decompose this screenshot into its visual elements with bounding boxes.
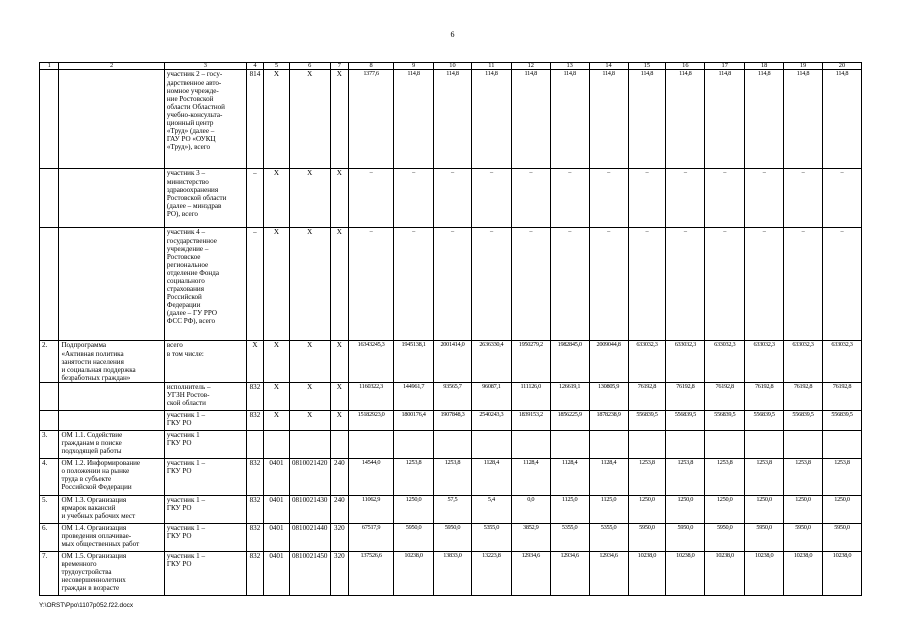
table-cell: – <box>784 169 823 228</box>
table-cell: – <box>705 228 745 341</box>
table-row <box>40 382 862 410</box>
table-cell: 1253,8 <box>784 458 823 495</box>
table-cell: 114,8 <box>745 70 784 169</box>
table-cell: ОМ 1.4. Организация проведения оплачивае- мых общественных работ <box>59 523 164 551</box>
table-cell: 320 <box>330 551 348 595</box>
header-cell: 16 <box>666 63 705 70</box>
table-cell: 2009044,8 <box>589 341 628 382</box>
table-cell <box>628 430 666 458</box>
table-cell: 76192,8 <box>628 382 666 410</box>
table-cell: 93565,7 <box>434 382 472 410</box>
table-cell: 12934,6 <box>550 551 589 595</box>
table-cell: – <box>394 228 434 341</box>
table-cell: Х <box>289 228 330 341</box>
table-cell: 240 <box>330 458 348 495</box>
table-cell: – <box>705 169 745 228</box>
table-cell: 14544,0 <box>349 458 394 495</box>
table-cell: 114,8 <box>434 70 472 169</box>
table-cell <box>705 430 745 458</box>
header-cell: 8 <box>349 63 394 70</box>
header-cell: 18 <box>745 63 784 70</box>
table-cell: 5950,0 <box>745 523 784 551</box>
table-cell: 111126,0 <box>511 382 550 410</box>
table-row <box>40 341 862 382</box>
table-cell: 5950,0 <box>822 523 861 551</box>
table-cell: участник 2 – госу- дарственное авто- номное учрежде- ние Ростовской области Областной учебно-консульта- ционный центр «Труд» (далее – ГАУ РО «ОУКЦ «Труд»), всего <box>164 70 246 169</box>
header-cell: 17 <box>705 63 745 70</box>
table-cell: 1377,6 <box>349 70 394 169</box>
table-cell: 1982845,0 <box>550 341 589 382</box>
header-cell: 2 <box>59 63 164 70</box>
table-row <box>40 228 862 341</box>
table-cell: ОМ 1.2. Информирование о положении на рынке труда в субъекте Российской Федерации <box>59 458 164 495</box>
table-cell: 114,8 <box>589 70 628 169</box>
table-cell <box>330 430 348 458</box>
table-cell: 633032,3 <box>628 341 666 382</box>
table-cell <box>40 169 59 228</box>
table-cell: – <box>628 228 666 341</box>
table-cell: 15182923,0 <box>349 410 394 430</box>
table-cell: 814 <box>246 70 263 169</box>
table-cell: ОМ 1.1. Содействие гражданам в поиске подходящей работы <box>59 430 164 458</box>
table-cell: – <box>246 228 263 341</box>
table-cell: 1125,0 <box>550 495 589 523</box>
table-cell: Подпрограмма «Активная политика занятости населения и социальная поддержка безработных граждан» <box>59 341 164 382</box>
table-cell: Х <box>264 70 290 169</box>
header-cell: 12 <box>511 63 550 70</box>
table-cell: участник 1 – ГКУ РО <box>164 551 246 595</box>
table-cell: всего в том числе: <box>164 341 246 382</box>
table-cell <box>40 410 59 430</box>
table-cell: 5355,0 <box>550 523 589 551</box>
table-cell: 1253,8 <box>822 458 861 495</box>
table-cell: 10238,0 <box>628 551 666 595</box>
table-cell: 10238,0 <box>745 551 784 595</box>
table-cell: 5. <box>40 495 59 523</box>
table-cell: Х <box>330 70 348 169</box>
table-cell: – <box>471 228 511 341</box>
table-cell: 114,8 <box>784 70 823 169</box>
table-cell: 832 <box>246 410 263 430</box>
table-cell <box>822 430 861 458</box>
table-cell: 0810021440 <box>289 523 330 551</box>
header-cell: 7 <box>330 63 348 70</box>
header-cell: 5 <box>264 63 290 70</box>
table-cell: 3. <box>40 430 59 458</box>
file-path-footer: Y:\ORST\Ppo\1107p052.f22.docx <box>39 602 134 609</box>
table-cell: 1250,0 <box>745 495 784 523</box>
table-cell: 1125,0 <box>589 495 628 523</box>
table-cell: – <box>784 228 823 341</box>
table-cell: 320 <box>330 523 348 551</box>
header-row <box>40 63 862 70</box>
table-cell: 114,8 <box>822 70 861 169</box>
table-cell: – <box>511 228 550 341</box>
table-cell: 556839,5 <box>784 410 823 430</box>
table-cell <box>40 382 59 410</box>
table-cell <box>59 382 164 410</box>
table-cell: – <box>550 169 589 228</box>
table-cell: 5950,0 <box>666 523 705 551</box>
table-cell: 57,5 <box>434 495 472 523</box>
table-cell: Х <box>246 341 263 382</box>
table-cell: – <box>434 228 472 341</box>
table-cell: 633032,3 <box>666 341 705 382</box>
table-cell: 1253,8 <box>628 458 666 495</box>
table-cell: – <box>550 228 589 341</box>
table-row <box>40 551 862 595</box>
table-cell: 5355,0 <box>471 523 511 551</box>
table-cell: 114,8 <box>705 70 745 169</box>
table-cell: 5355,0 <box>589 523 628 551</box>
table-cell: – <box>394 169 434 228</box>
table-cell: 1250,0 <box>394 495 434 523</box>
table-cell <box>246 430 263 458</box>
table-cell: 114,8 <box>666 70 705 169</box>
header-cell: 19 <box>784 63 823 70</box>
table-cell <box>394 430 434 458</box>
table-cell: 0810021430 <box>289 495 330 523</box>
table-cell: Х <box>264 410 290 430</box>
table-cell: – <box>666 228 705 341</box>
table-cell: 126619,1 <box>550 382 589 410</box>
table-cell: 76192,8 <box>666 382 705 410</box>
table-cell <box>349 430 394 458</box>
table-cell: Х <box>330 341 348 382</box>
table-cell: 10238,0 <box>666 551 705 595</box>
budget-table <box>39 62 862 596</box>
table-cell: 1128,4 <box>550 458 589 495</box>
table-cell: 4. <box>40 458 59 495</box>
table-cell: 10238,0 <box>394 551 434 595</box>
table-cell <box>289 430 330 458</box>
table-row <box>40 495 862 523</box>
table-cell <box>59 70 164 169</box>
table-cell: Х <box>289 341 330 382</box>
table-cell: – <box>589 228 628 341</box>
table-cell: 1950279,2 <box>511 341 550 382</box>
table-cell: 5950,0 <box>705 523 745 551</box>
table-cell: 0810021450 <box>289 551 330 595</box>
table-cell: 76192,8 <box>822 382 861 410</box>
table-cell: 633032,3 <box>705 341 745 382</box>
header-cell: 13 <box>550 63 589 70</box>
header-cell: 20 <box>822 63 861 70</box>
table-cell: 1250,0 <box>666 495 705 523</box>
table-cell: 1945138,1 <box>394 341 434 382</box>
table-row <box>40 169 862 228</box>
table-cell: 0,0 <box>511 495 550 523</box>
table-cell: 1128,4 <box>589 458 628 495</box>
table-cell: – <box>471 169 511 228</box>
table-cell: Х <box>264 382 290 410</box>
table-cell: 1907848,3 <box>434 410 472 430</box>
table-cell: 633032,3 <box>822 341 861 382</box>
table-cell: участник 1 – ГКУ РО <box>164 523 246 551</box>
table-cell: 5950,0 <box>628 523 666 551</box>
table-cell: 137526,6 <box>349 551 394 595</box>
table-cell: 16343245,3 <box>349 341 394 382</box>
table-cell: 0401 <box>264 523 290 551</box>
table-cell: 1128,4 <box>471 458 511 495</box>
table-cell: участник 3 – министерство здравоохранения Ростовской области (далее – минздрав РО), всего <box>164 169 246 228</box>
table-cell: 832 <box>246 382 263 410</box>
table-cell: 114,8 <box>511 70 550 169</box>
table-cell: – <box>349 228 394 341</box>
table-cell: 2. <box>40 341 59 382</box>
table-cell: 633032,3 <box>745 341 784 382</box>
table-cell: 1800176,4 <box>394 410 434 430</box>
table-cell: 0401 <box>264 551 290 595</box>
table-cell: – <box>822 228 861 341</box>
table-cell: 76192,8 <box>784 382 823 410</box>
table-cell: – <box>246 169 263 228</box>
table-cell: 1856225,9 <box>550 410 589 430</box>
table-cell <box>264 430 290 458</box>
table-cell: 832 <box>246 458 263 495</box>
table-cell: 76192,8 <box>745 382 784 410</box>
table-cell: 67517,9 <box>349 523 394 551</box>
table-cell <box>550 430 589 458</box>
table-cell: 1250,0 <box>628 495 666 523</box>
table-cell: Х <box>330 169 348 228</box>
table-cell: Х <box>330 228 348 341</box>
table-cell: 1253,8 <box>705 458 745 495</box>
header-cell: 4 <box>246 63 263 70</box>
page-number: 6 <box>450 30 455 39</box>
table-cell <box>434 430 472 458</box>
table-row <box>40 410 862 430</box>
header-cell: 9 <box>394 63 434 70</box>
table-cell: Х <box>289 410 330 430</box>
table-cell: 556839,5 <box>666 410 705 430</box>
table-cell: 633032,3 <box>784 341 823 382</box>
table-cell <box>59 410 164 430</box>
table-cell: 5,4 <box>471 495 511 523</box>
table-cell: 114,8 <box>550 70 589 169</box>
table-cell: 10238,0 <box>822 551 861 595</box>
table-cell: 114,8 <box>471 70 511 169</box>
table-cell: участник 1 ГКУ РО <box>164 430 246 458</box>
table-cell: Х <box>330 382 348 410</box>
table-cell: ОМ 1.3. Организация ярмарок вакансий и учебных рабочих мест <box>59 495 164 523</box>
table-cell: 1253,8 <box>394 458 434 495</box>
table-cell: 96087,1 <box>471 382 511 410</box>
table-cell: 1878238,9 <box>589 410 628 430</box>
table-cell: 6. <box>40 523 59 551</box>
table-cell: 0401 <box>264 458 290 495</box>
table-cell: 5950,0 <box>394 523 434 551</box>
table-cell: 832 <box>246 523 263 551</box>
table-cell: 130805,9 <box>589 382 628 410</box>
table-cell <box>784 430 823 458</box>
header-cell: 3 <box>164 63 246 70</box>
table-cell: Х <box>289 70 330 169</box>
table-cell: Х <box>289 169 330 228</box>
table-cell: 832 <box>246 551 263 595</box>
table-cell: Х <box>264 228 290 341</box>
table-cell: 0810021420 <box>289 458 330 495</box>
table-row <box>40 523 862 551</box>
table-cell <box>59 228 164 341</box>
table-cell: участник 1 – ГКУ РО <box>164 410 246 430</box>
table-row <box>40 430 862 458</box>
table-cell: 12934,6 <box>589 551 628 595</box>
table-cell: 556839,5 <box>705 410 745 430</box>
table-cell: – <box>822 169 861 228</box>
header-cell: 10 <box>434 63 472 70</box>
table-cell: участник 4 – государственное учреждение – Ростовское региональное отделение Фонда социального страхования Российской Федерации (далее – ГУ РРО ФСС РФ), всего <box>164 228 246 341</box>
table-row <box>40 458 862 495</box>
table-cell: 1253,8 <box>745 458 784 495</box>
table-cell: 556839,5 <box>628 410 666 430</box>
table-cell: – <box>511 169 550 228</box>
table-cell: 1839153,2 <box>511 410 550 430</box>
table-cell: 10238,0 <box>705 551 745 595</box>
table-cell <box>59 169 164 228</box>
table-cell <box>40 228 59 341</box>
table-cell: – <box>745 169 784 228</box>
table-cell: – <box>628 169 666 228</box>
table-cell <box>666 430 705 458</box>
table-cell: 13223,8 <box>471 551 511 595</box>
table-cell: – <box>666 169 705 228</box>
table-cell: 114,8 <box>394 70 434 169</box>
table-cell: 1160322,3 <box>349 382 394 410</box>
table-cell: 2540243,3 <box>471 410 511 430</box>
table-cell: 1250,0 <box>784 495 823 523</box>
table-cell: 114,8 <box>628 70 666 169</box>
table-cell: – <box>589 169 628 228</box>
table-cell <box>471 430 511 458</box>
table-cell <box>40 70 59 169</box>
table-cell: 7. <box>40 551 59 595</box>
table-cell: 12934,6 <box>511 551 550 595</box>
table-cell: Х <box>330 410 348 430</box>
table-cell: 1253,8 <box>666 458 705 495</box>
table-cell: 556839,5 <box>745 410 784 430</box>
table-cell: 144961,7 <box>394 382 434 410</box>
table-cell: 1253,8 <box>434 458 472 495</box>
table-cell: 832 <box>246 495 263 523</box>
table-cell: участник 1 – ГКУ РО <box>164 458 246 495</box>
table-cell <box>511 430 550 458</box>
table-cell: 76192,8 <box>705 382 745 410</box>
table-cell: Х <box>264 341 290 382</box>
table-cell: 2001414,0 <box>434 341 472 382</box>
table-cell: – <box>434 169 472 228</box>
table-cell: 3852,9 <box>511 523 550 551</box>
table-cell: 0401 <box>264 495 290 523</box>
table-cell: – <box>349 169 394 228</box>
table-row <box>40 70 862 169</box>
table-cell: 11062,9 <box>349 495 394 523</box>
table-cell: 1128,4 <box>511 458 550 495</box>
header-cell: 11 <box>471 63 511 70</box>
table-cell <box>745 430 784 458</box>
table-cell: 10238,0 <box>784 551 823 595</box>
table-cell: 13833,0 <box>434 551 472 595</box>
table-cell: исполнитель – УГЗН Ростов- ской области <box>164 382 246 410</box>
header-cell: 14 <box>589 63 628 70</box>
table-cell: 1250,0 <box>705 495 745 523</box>
header-cell: 6 <box>289 63 330 70</box>
table-cell: 5950,0 <box>434 523 472 551</box>
table-cell: участник 1 – ГКУ РО <box>164 495 246 523</box>
table-cell: Х <box>264 169 290 228</box>
table-cell <box>589 430 628 458</box>
table-cell: 1250,0 <box>822 495 861 523</box>
header-cell: 1 <box>40 63 59 70</box>
table-cell: – <box>745 228 784 341</box>
table-cell: 556839,5 <box>822 410 861 430</box>
table-cell: ОМ 1.5. Организация временного трудоустройства несовершеннолетних граждан в возрасте <box>59 551 164 595</box>
table-cell: 2636330,4 <box>471 341 511 382</box>
table-cell: 240 <box>330 495 348 523</box>
table-cell: Х <box>289 382 330 410</box>
table-cell: 5950,0 <box>784 523 823 551</box>
header-cell: 15 <box>628 63 666 70</box>
